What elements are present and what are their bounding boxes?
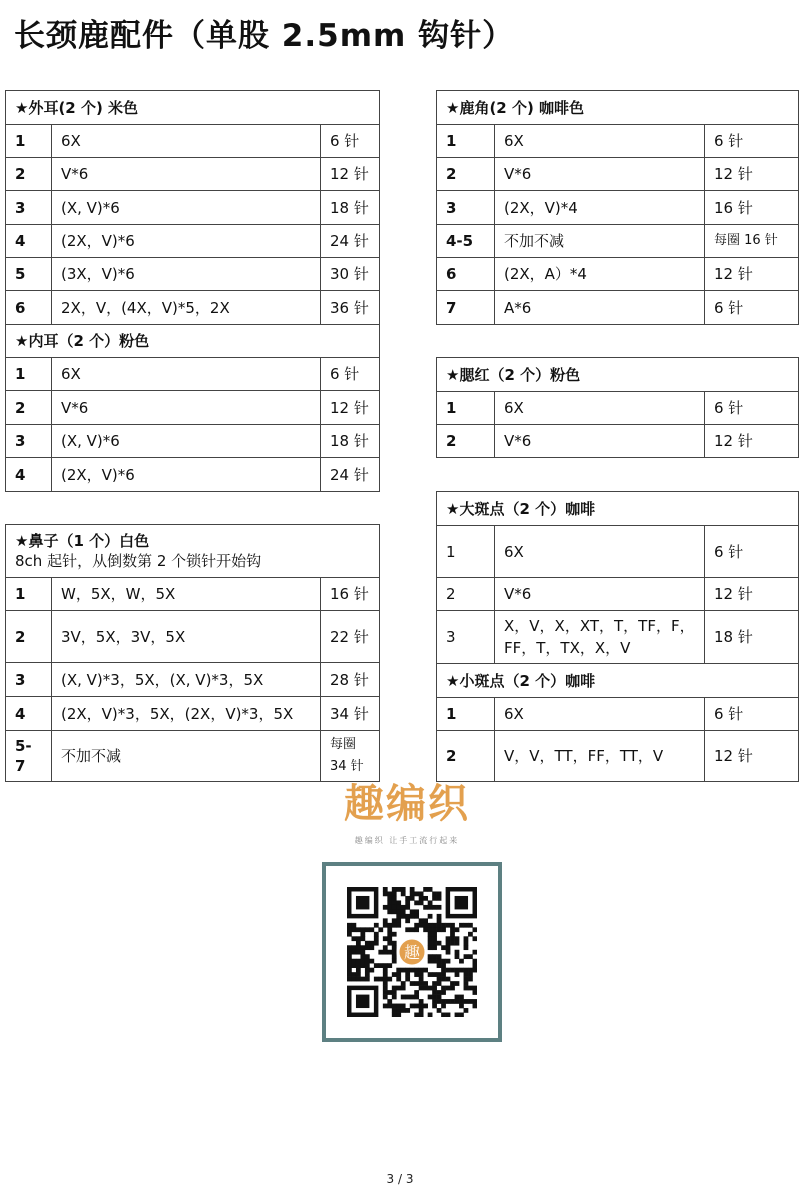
- section-header-inner-ear: ★内耳（2 个）粉色: [6, 325, 380, 358]
- outer-inner-ear-table: [5, 90, 380, 492]
- qr-code: [322, 862, 502, 1042]
- brand-logo-mark: 趣编织: [344, 781, 470, 827]
- page-number: 3 / 3: [386, 1172, 414, 1186]
- table-row: 1 6X 6 针: [437, 392, 799, 425]
- table-row: 4 (2X，V)*6 24 针: [6, 458, 380, 492]
- table-row: 1 W，5X，W，5X 16 针: [6, 578, 380, 611]
- section-header-outer-ear: ★外耳(2 个) 米色: [6, 91, 380, 125]
- table-row: 3 (2X，V)*4 16 针: [437, 191, 799, 225]
- qr-code-image: [347, 887, 477, 1017]
- table-row: 2 V*6 12 针: [6, 391, 380, 425]
- section-header-nose: ★鼻子（1 个）白色 8ch 起针，从倒数第 2 个锁针开始钩: [6, 525, 380, 578]
- brand-slogan: 趣编织 让手工流行起来: [354, 836, 460, 845]
- table-row: 2 3V，5X，3V，5X 22 针: [6, 611, 380, 663]
- table-row: 1 6X 6 针: [6, 125, 380, 158]
- qr-center-logo: 趣: [403, 943, 421, 962]
- nose-note: 8ch 起针，从倒数第 2 个锁针开始钩: [15, 552, 262, 570]
- table-row: 2 V*6 12 针: [437, 425, 799, 458]
- table-row: 1 6X 6 针: [437, 526, 799, 578]
- table-row: 4 (2X，V)*3，5X，(2X，V)*3，5X 34 针: [6, 697, 380, 731]
- section-header-antler: ★鹿角(2 个) 咖啡色: [437, 91, 799, 125]
- table-row: 1 6X 6 针: [437, 698, 799, 731]
- table-row: 5-7 不加不减 每圈 34 针: [6, 731, 380, 782]
- table-row: 3 X，V，X，XT，T，TF，F，FF，T，TX，X，V 18 针: [437, 611, 799, 664]
- table-row: 4 (2X，V)*6 24 针: [6, 225, 380, 258]
- blush-table: [436, 357, 799, 458]
- table-row: 3 (X, V)*6 18 针: [6, 191, 380, 225]
- table-row: 5 (3X，V)*6 30 针: [6, 258, 380, 291]
- brand-logo: [333, 772, 481, 846]
- table-row: 3 (X, V)*6 18 针: [6, 425, 380, 458]
- table-row: 1 6X 6 针: [6, 358, 380, 391]
- table-row: 7 A*6 6 针: [437, 291, 799, 325]
- page-title: 长颈鹿配件（单股 2.5mm 钩针）: [14, 18, 515, 54]
- spots-table: [436, 491, 799, 782]
- table-row: 3 (X, V)*3，5X，(X, V)*3，5X 28 针: [6, 663, 380, 697]
- table-row: 1 6X 6 针: [437, 125, 799, 158]
- section-header-small-spots: ★小斑点（2 个）咖啡: [437, 664, 799, 698]
- table-row: 2 V*6 12 针: [437, 158, 799, 191]
- section-header-blush: ★腮红（2 个）粉色: [437, 358, 799, 392]
- antler-table: [436, 90, 799, 325]
- table-row: 4-5 不加不减 每圈 16 针: [437, 225, 799, 258]
- table-row: 2 V*6 12 针: [6, 158, 380, 191]
- table-row: 6 2X，V，(4X，V)*5，2X 36 针: [6, 291, 380, 325]
- table-row: 2 V*6 12 针: [437, 578, 799, 611]
- table-row: 6 (2X，A）*4 12 针: [437, 258, 799, 291]
- table-row: 2 V，V，TT，FF，TT，V 12 针: [437, 731, 799, 782]
- nose-table: [5, 524, 380, 782]
- section-header-big-spots: ★大斑点（2 个）咖啡: [437, 492, 799, 526]
